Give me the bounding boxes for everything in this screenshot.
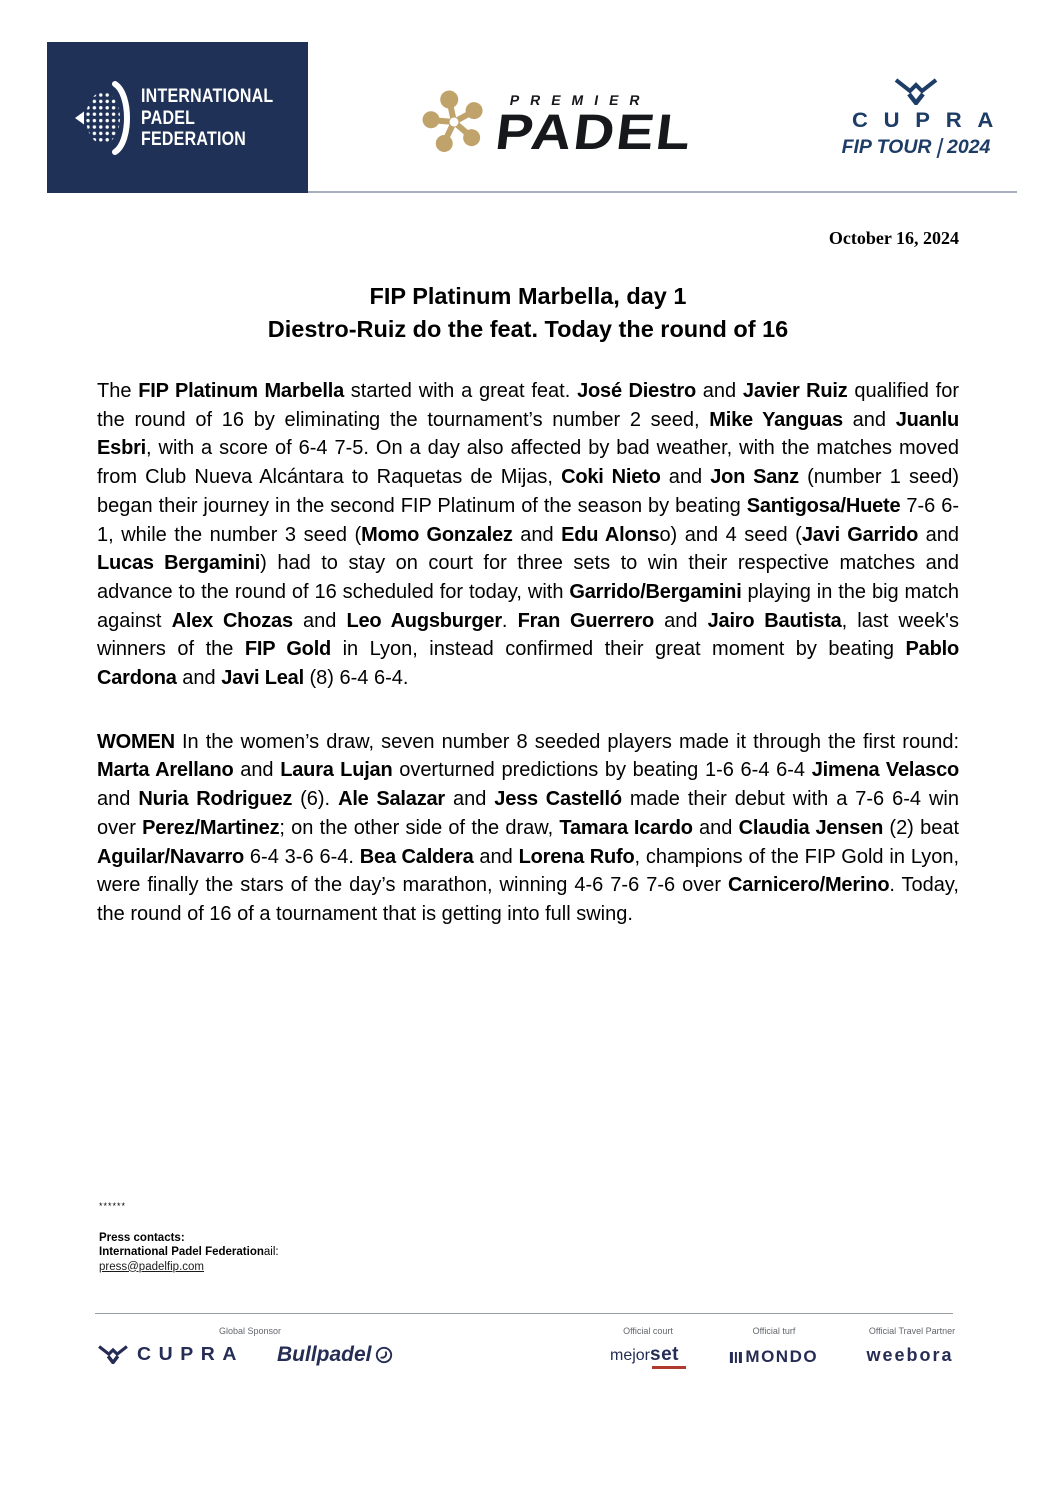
- press-contacts-label: Press contacts:: [99, 1231, 185, 1244]
- document-date: October 16, 2024: [828, 228, 959, 248]
- mondo-bars-icon: [730, 1352, 742, 1363]
- bullpadel-wordmark: Bullpadel: [277, 1343, 372, 1366]
- mejorset-tagline-bar: [652, 1366, 686, 1369]
- separator-asterisks: ******: [99, 1201, 127, 1211]
- sponsor-weebora-logo: weebora: [866, 1345, 954, 1365]
- padel-label: PADEL: [492, 104, 697, 160]
- cupra-bull-small-icon: [97, 1345, 129, 1364]
- fip-tour-label: FIP TOUR: [841, 136, 932, 158]
- press-contacts-block: [99, 1199, 279, 1274]
- title-line-1: FIP Platinum Marbella, day 1: [369, 283, 687, 309]
- cupra-fip-tour-logo: [840, 78, 1010, 159]
- global-sponsor-label: Global Sponsor: [218, 1326, 282, 1336]
- press-org-name: International Padel Federation: [99, 1246, 264, 1258]
- official-travel-partner-label: Official Travel Partner: [868, 1326, 956, 1336]
- ipf-wordmark: [141, 86, 273, 151]
- ipf-logo-block: [47, 42, 308, 193]
- premier-padel-flower-icon: [414, 82, 495, 163]
- sponsor-bullpadel-logo: [277, 1343, 393, 1367]
- ipf-line-1: INTERNATIONAL: [141, 86, 274, 107]
- article-body: [97, 377, 959, 964]
- mondo-wordmark: MONDO: [745, 1347, 819, 1366]
- ipf-racket-icon: [73, 80, 135, 156]
- ipf-line-3: FEDERATION: [141, 129, 247, 150]
- fip-tour-year: 2024: [947, 136, 991, 158]
- official-court-label: Official court: [623, 1326, 673, 1336]
- footer-divider: [95, 1313, 953, 1314]
- press-email-link[interactable]: press@padelfip.com: [99, 1260, 204, 1273]
- official-turf-label: Official turf: [752, 1326, 796, 1336]
- bullpadel-circle-icon: [375, 1346, 393, 1364]
- body-paragraph-men: The FIP Platinum Marbella started with a great feat. José Diestro and Javier Ruiz qualified for the round of 16 by eliminating the tournament’s number 2 seed, Mike Yanguas and Juanlu Esbri, with a score of 6-4 7-5. On a day also affected by bad weather, with the matches moved from Club Nueva Alcántara to Raquetas de Mijas, Coki Nieto and Jon Sanz (number 1 seed) began their journey in the second FIP Platinum of the season by beating Santigosa/Huete 7-6 6-1, while the number 3 seed (Momo Gonzalez and Edu Alonso) and 4 seed (Javi Garrido and Lucas Bergamini) had to stay on court for three sets to win their respective matches and advance to the round of 16 scheduled for today, with Garrido/Bergamini playing in the big match against Alex Chozas and Leo Augsburger. Fran Guerrero and Jairo Bautista, last week's winners of the FIP Gold in Lyon, instead confirmed their great moment by beating Pablo Cardona and Javi Leal (8) 6-4 6-4.: [97, 380, 960, 690]
- mejorset-word-bold: set: [650, 1344, 679, 1365]
- press-org-tail: ail:: [263, 1246, 279, 1258]
- sponsor-mejorset-logo: [610, 1344, 686, 1369]
- body-paragraph-women: WOMEN In the women’s draw, seven number 8 seeded players made it through the first round: Marta Arellano and Laura Lujan overturned predictions by beating 1-6 6-4 6-4 Jimena Velasco and Nuria Rodriguez (6). Ale Salazar and Jess Castelló made their debut with a 7-6 6-4 win over Perez/Martinez; on the other side of the draw, Tamara Icardo and Claudia Jensen (2) beat Aguilar/Navarro 6-4 3-6 6-4. Bea Caldera and Lorena Rufo, champions of the FIP Gold in Lyon, were finally the stars of the day’s marathon, winning 4-6 7-6 7-6 over Carnicero/Merino. Today, the round of 16 of a tournament that is getting into full swing.: [97, 730, 960, 925]
- page-title: [97, 280, 959, 345]
- sponsor-cupra-logo: [97, 1344, 244, 1365]
- ipf-line-2: PADEL: [141, 107, 196, 129]
- cupra-separator: [936, 138, 942, 158]
- cupra-wordmark: CUPRA: [851, 109, 1010, 132]
- fip-tour-wordmark: [840, 136, 992, 159]
- sponsor-cupra-wordmark: CUPRA: [137, 1344, 244, 1364]
- premier-padel-wordmark: [492, 92, 697, 160]
- premier-label: PREMIER: [508, 92, 653, 108]
- title-line-2: Diestro-Ruiz do the feat. Today the round of 16: [267, 315, 789, 342]
- mejorset-word-light: mejor: [610, 1347, 651, 1364]
- premier-padel-logo: [420, 88, 697, 160]
- press-org-line: [99, 1245, 279, 1260]
- cupra-bull-icon: [893, 78, 939, 105]
- header-divider: [308, 191, 1017, 193]
- sponsor-mondo-logo: [730, 1347, 818, 1367]
